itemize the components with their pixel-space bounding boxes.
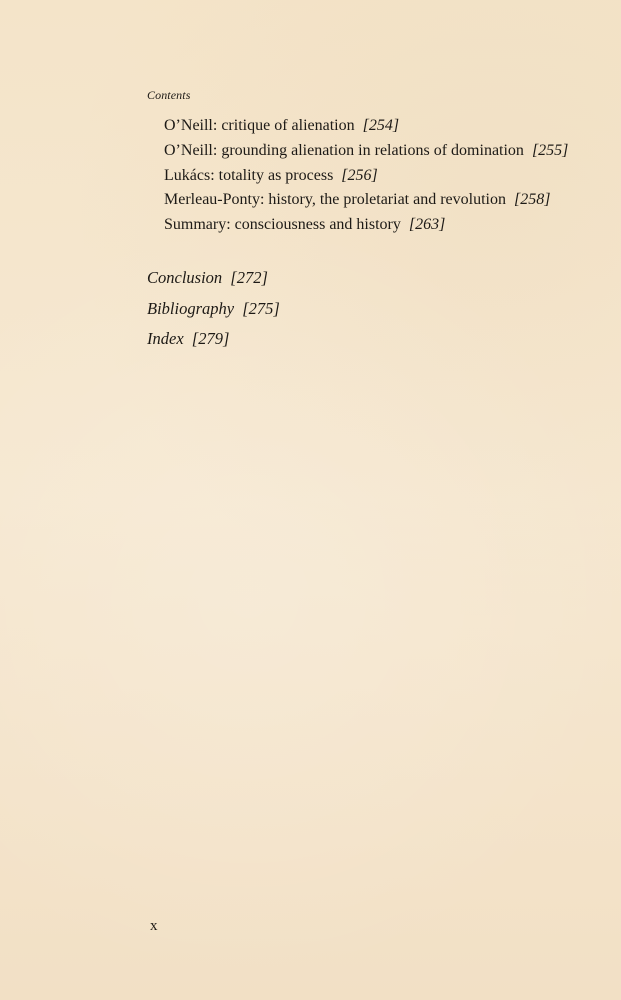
toc-subsection-line	[164, 114, 614, 139]
toc-subsection-line	[164, 188, 614, 213]
main-entry-title: Index	[147, 329, 184, 348]
subsection-page-ref: [255]	[531, 141, 569, 159]
toc-subsections	[164, 114, 614, 238]
subsection-title: Merleau-Ponty: history, the proletariat and revolution	[164, 191, 506, 209]
toc-main-entry	[147, 324, 447, 355]
subsection-page-ref: [263]	[408, 216, 446, 234]
subsection-page-ref: [254]	[362, 117, 400, 134]
subsection-title: Lukács: totality as process	[164, 166, 334, 184]
main-entry-page-ref: [279]	[191, 329, 230, 348]
main-entry-page-ref: [275]	[242, 298, 280, 318]
main-entry-title: Conclusion	[147, 268, 223, 287]
toc-subsection-line	[164, 213, 614, 238]
toc-main-entry	[147, 263, 447, 294]
subsection-page-ref: [258]	[513, 191, 551, 209]
subsection-title: O’Neill: critique of alienation	[164, 117, 355, 134]
main-entry-title: Bibliography	[147, 298, 235, 318]
toc-main-entries	[147, 263, 447, 355]
page-number: x	[150, 918, 158, 934]
main-entry-page-ref: [272]	[230, 268, 268, 287]
toc-subsection-line	[164, 164, 614, 189]
toc-subsection-line	[164, 139, 614, 164]
subsection-title: Summary: consciousness and history	[164, 216, 401, 234]
subsection-title: O’Neill: grounding alienation in relations of domination	[164, 141, 524, 159]
subsection-page-ref: [256]	[341, 166, 378, 184]
toc-main-entry	[147, 294, 447, 325]
running-head: Contents	[147, 88, 191, 102]
